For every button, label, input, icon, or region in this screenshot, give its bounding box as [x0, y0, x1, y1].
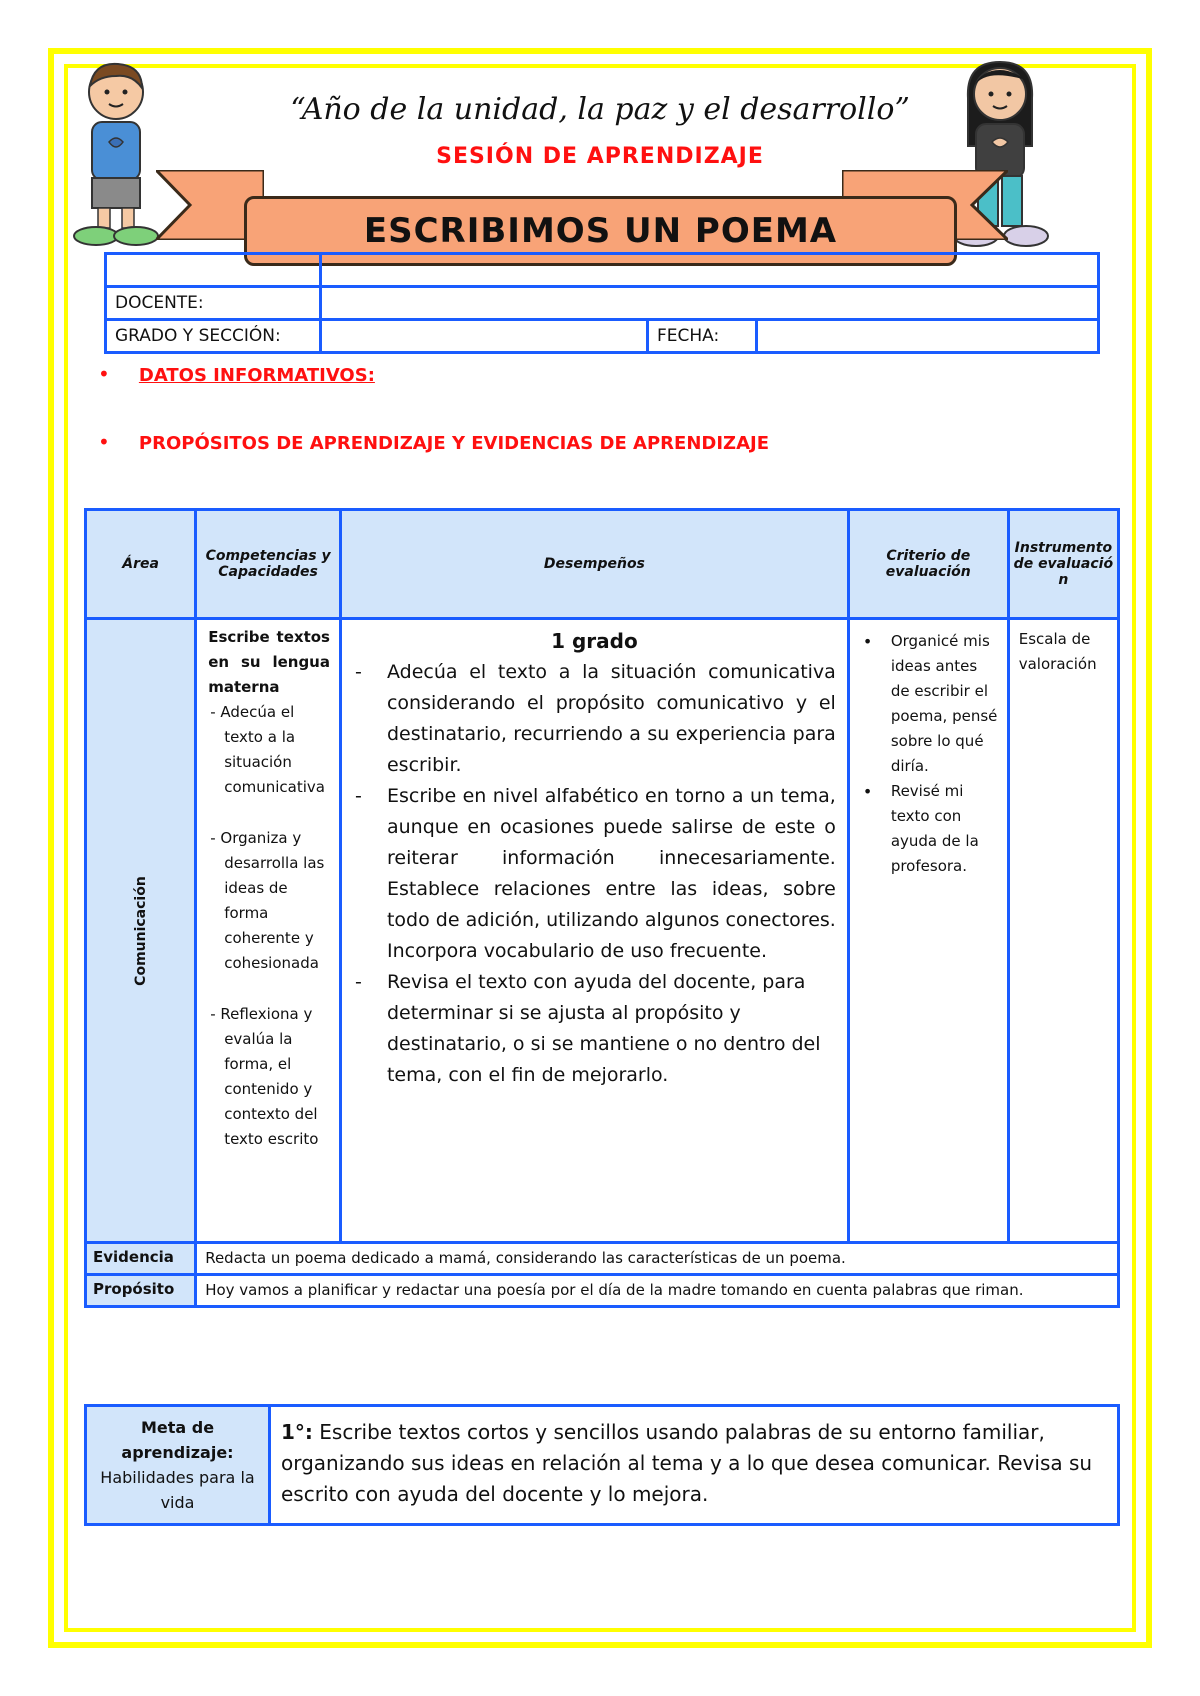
header-competencias: Competencias y Capacidades [196, 510, 341, 619]
header-area: Área [86, 510, 196, 619]
docente-value-cell[interactable] [321, 287, 1099, 320]
capacidad-item: - Reflexiona y evalúa la forma, el contenido y contexto del texto escrito [210, 1005, 319, 1148]
criterio-item: • Revisé mi texto con ayuda de la profesora. [859, 779, 1000, 879]
meta-text: Escribe textos cortos y sencillos usando palabras de su entorno familiar, organizando sus ideas en relación al tema y a lo que desea comunicar. Revisa su escrito con ayuda del docente y lo mejora. [281, 1420, 1093, 1506]
learning-table [84, 508, 1120, 1308]
section-propositos [98, 430, 769, 454]
info-table [104, 252, 1100, 354]
meta-label-cell [86, 1406, 270, 1525]
grade-label: 1 grado [551, 629, 638, 653]
capacidad-item: - Adecúa el texto a la situación comunicativa [210, 703, 325, 796]
desempeno-item: - Adecúa el texto a la situación comunicativa considerando el propósito comunicativo y el destinatario, recurriendo a su experiencia para escribir. [353, 657, 836, 781]
capacidades-list [198, 700, 338, 1152]
criterio-cell [848, 619, 1008, 1243]
page-title: ESCRIBIMOS UN POEMA [363, 211, 838, 251]
competencias-cell [196, 619, 341, 1243]
competencia-title: Escribe textos en su lengua materna [208, 628, 330, 696]
header-criterio: Criterio de evaluación [848, 510, 1008, 619]
evidencia-label: Evidencia [86, 1243, 196, 1275]
section-datos-title: DATOS INFORMATIVOS: [138, 365, 375, 386]
meta-text-cell [270, 1406, 1119, 1525]
ie-value-cell[interactable] [321, 254, 1099, 287]
meta-label-sub: Habilidades para la vida [100, 1468, 255, 1512]
proposito-label: Propósito [86, 1275, 196, 1307]
ie-label-cell [106, 254, 321, 287]
desempeno-item: - Revisa el texto con ayuda del docente, para determinar si se ajusta al propósito y destinatario, o si se mantiene o no dentro del tema, con el fin de mejorarlo. [353, 967, 836, 1091]
section-propositos-title: PROPÓSITOS DE APRENDIZAJE Y EVIDENCIAS DE APRENDIZAJE [138, 433, 769, 454]
bullet-icon: • [98, 430, 110, 454]
desempenos-cell [340, 619, 848, 1243]
motto-text: “Año de la unidad, la paz y el desarrollo” [290, 92, 910, 127]
capacidad-item: - Organiza y desarrolla las ideas de forma coherente y cohesionada [210, 829, 325, 972]
area-cell [86, 619, 196, 1243]
header-desempenos: Desempeños [340, 510, 848, 619]
fecha-value-cell[interactable] [757, 320, 1099, 353]
grado-value-cell[interactable] [321, 320, 648, 353]
meta-table [84, 1404, 1120, 1526]
instrumento-cell [1008, 619, 1118, 1243]
fecha-label: FECHA: [648, 320, 757, 353]
session-label: SESIÓN DE APRENDIZAJE [436, 144, 764, 169]
header-instrumento: Instrumento de evaluación [1008, 510, 1118, 619]
criterios-list [851, 629, 1006, 879]
bullet-icon: • [98, 362, 110, 386]
evidencia-value: Redacta un poema dedicado a mamá, considerando las características de un poema. [196, 1243, 1119, 1275]
desempenos-list [343, 657, 846, 1091]
area-label: Comunicación [132, 875, 149, 986]
docente-label: DOCENTE: [106, 287, 321, 320]
proposito-value: Hoy vamos a planificar y redactar una poesía por el día de la madre tomando en cuenta palabras que riman. [196, 1275, 1119, 1307]
meta-label-title: Meta de aprendizaje: [121, 1418, 234, 1462]
grado-label: GRADO Y SECCIÓN: [106, 320, 321, 353]
criterio-item: • Organicé mis ideas antes de escribir el poema, pensé sobre lo qué diría. [859, 629, 1000, 779]
meta-grade-prefix: 1°: [281, 1420, 313, 1444]
desempeno-item: - Escribe en nivel alfabético en torno a un tema, aunque en ocasiones puede salirse de este o reiterar información innecesariamente. Establece relaciones entre las ideas, sobre todo de adición, utilizando algunos conectores. Incorpora vocabulario de uso frecuente. [353, 781, 836, 967]
instrumento-value: Escala de valoración [1018, 630, 1097, 673]
section-datos [98, 362, 375, 386]
